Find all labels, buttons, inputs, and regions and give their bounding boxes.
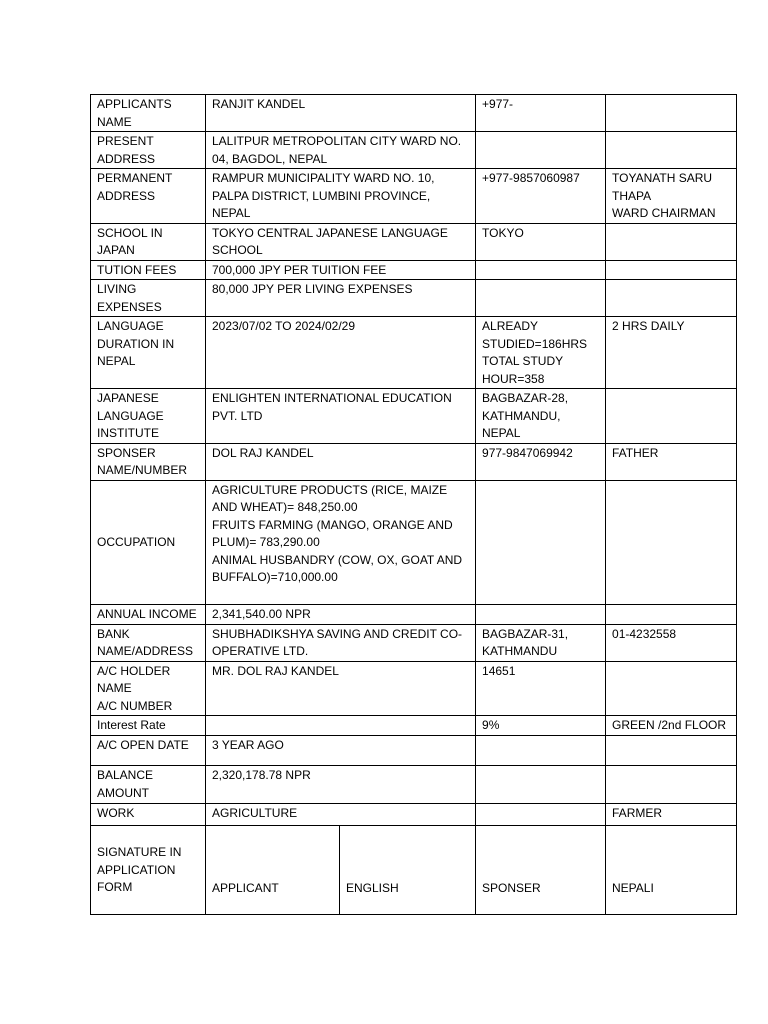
field-value: 2,320,178.78 NPR [206, 766, 476, 804]
field-label: Interest Rate [91, 716, 206, 736]
field-note [606, 280, 737, 317]
field-note [606, 604, 737, 624]
field-extra: 977-9847069942 [476, 443, 606, 480]
field-extra [476, 736, 606, 766]
field-value: RAMPUR MUNICIPALITY WARD NO. 10, PALPA DISTRICT, LUMBINI PROVINCE, NEPAL [206, 169, 476, 224]
field-label: APPLICANTS NAME [91, 95, 206, 132]
table-row [91, 480, 737, 604]
field-extra [476, 260, 606, 280]
field-extra: ALREADY STUDIED=186HRS TOTAL STUDY HOUR=358 [476, 317, 606, 389]
field-note [606, 661, 737, 716]
signature-label: SIGNATURE IN APPLICATION FORM [91, 826, 206, 915]
field-value: LALITPUR METROPOLITAN CITY WARD NO. 04, BAGDOL, NEPAL [206, 132, 476, 169]
table-row [91, 766, 737, 804]
table-row [91, 661, 737, 716]
field-label: BALANCE AMOUNT [91, 766, 206, 804]
field-extra [476, 132, 606, 169]
table-row [91, 317, 737, 389]
field-label: PERMANENT ADDRESS [91, 169, 206, 224]
table-row [91, 95, 737, 132]
field-label: TUTION FEES [91, 260, 206, 280]
field-value: DOL RAJ KANDEL [206, 443, 476, 480]
signature-applicant: APPLICANT [206, 826, 340, 915]
field-extra: BAGBAZAR-31, KATHMANDU [476, 624, 606, 661]
field-extra: 14651 [476, 661, 606, 716]
field-value: AGRICULTURE [206, 804, 476, 826]
field-label: ANNUAL INCOME [91, 604, 206, 624]
field-value: 2023/07/02 TO 2024/02/29 [206, 317, 476, 389]
signature-row [91, 826, 737, 915]
field-note [606, 480, 737, 604]
field-label: LANGUAGE DURATION IN NEPAL [91, 317, 206, 389]
field-label: WORK [91, 804, 206, 826]
field-note [606, 260, 737, 280]
field-label: PRESENT ADDRESS [91, 132, 206, 169]
field-label: A/C OPEN DATE [91, 736, 206, 766]
field-note [606, 389, 737, 444]
field-extra [476, 766, 606, 804]
table-row [91, 624, 737, 661]
table-row [91, 223, 737, 260]
field-note [606, 132, 737, 169]
field-value: SHUBHADIKSHYA SAVING AND CREDIT CO-OPERATIVE LTD. [206, 624, 476, 661]
field-note: GREEN /2nd FLOOR [606, 716, 737, 736]
field-note: 2 HRS DAILY [606, 317, 737, 389]
field-label: OCCUPATION [91, 480, 206, 604]
field-extra [476, 480, 606, 604]
field-label: JAPANESE LANGUAGE INSTITUTE [91, 389, 206, 444]
field-label: LIVING EXPENSES [91, 280, 206, 317]
signature-english: ENGLISH [340, 826, 476, 915]
field-note [606, 95, 737, 132]
field-value: ENLIGHTEN INTERNATIONAL EDUCATION PVT. LTD [206, 389, 476, 444]
field-note [606, 223, 737, 260]
table-row [91, 389, 737, 444]
field-note: FARMER [606, 804, 737, 826]
field-note: FATHER [606, 443, 737, 480]
field-value: RANJIT KANDEL [206, 95, 476, 132]
field-value [206, 716, 476, 736]
field-extra: TOKYO [476, 223, 606, 260]
field-label: A/C HOLDER NAME A/C NUMBER [91, 661, 206, 716]
table-row [91, 443, 737, 480]
table-row [91, 260, 737, 280]
field-value: AGRICULTURE PRODUCTS (RICE, MAIZE AND WHEAT)= 848,250.00 FRUITS FARMING (MANGO, ORANGE AND PLUM)= 783,290.00 ANIMAL HUSBANDRY (COW, OX, GOAT AND BUFFALO)=710,000.00 [206, 480, 476, 604]
field-label: BANK NAME/ADDRESS [91, 624, 206, 661]
field-note: 01-4232558 [606, 624, 737, 661]
field-extra: 9% [476, 716, 606, 736]
field-extra: +977-9857060987 [476, 169, 606, 224]
field-extra [476, 280, 606, 317]
field-extra [476, 604, 606, 624]
field-label: SPONSER NAME/NUMBER [91, 443, 206, 480]
field-value: 700,000 JPY PER TUITION FEE [206, 260, 476, 280]
signature-sponser: SPONSER [476, 826, 606, 915]
table-row [91, 736, 737, 766]
table-row [91, 132, 737, 169]
table-row [91, 716, 737, 736]
field-value: 2,341,540.00 NPR [206, 604, 476, 624]
table-row [91, 169, 737, 224]
field-note [606, 736, 737, 766]
field-value: TOKYO CENTRAL JAPANESE LANGUAGE SCHOOL [206, 223, 476, 260]
field-value: 3 YEAR AGO [206, 736, 476, 766]
table-row [91, 280, 737, 317]
field-label: SCHOOL IN JAPAN [91, 223, 206, 260]
field-note: TOYANATH SARU THAPA WARD CHAIRMAN [606, 169, 737, 224]
table-row [91, 604, 737, 624]
field-note [606, 766, 737, 804]
field-value: 80,000 JPY PER LIVING EXPENSES [206, 280, 476, 317]
field-extra: BAGBAZAR-28, KATHMANDU, NEPAL [476, 389, 606, 444]
table-row [91, 804, 737, 826]
application-info-table [90, 94, 737, 915]
signature-nepali: NEPALI [606, 826, 737, 915]
field-value: MR. DOL RAJ KANDEL [206, 661, 476, 716]
field-extra [476, 804, 606, 826]
field-extra: +977- [476, 95, 606, 132]
